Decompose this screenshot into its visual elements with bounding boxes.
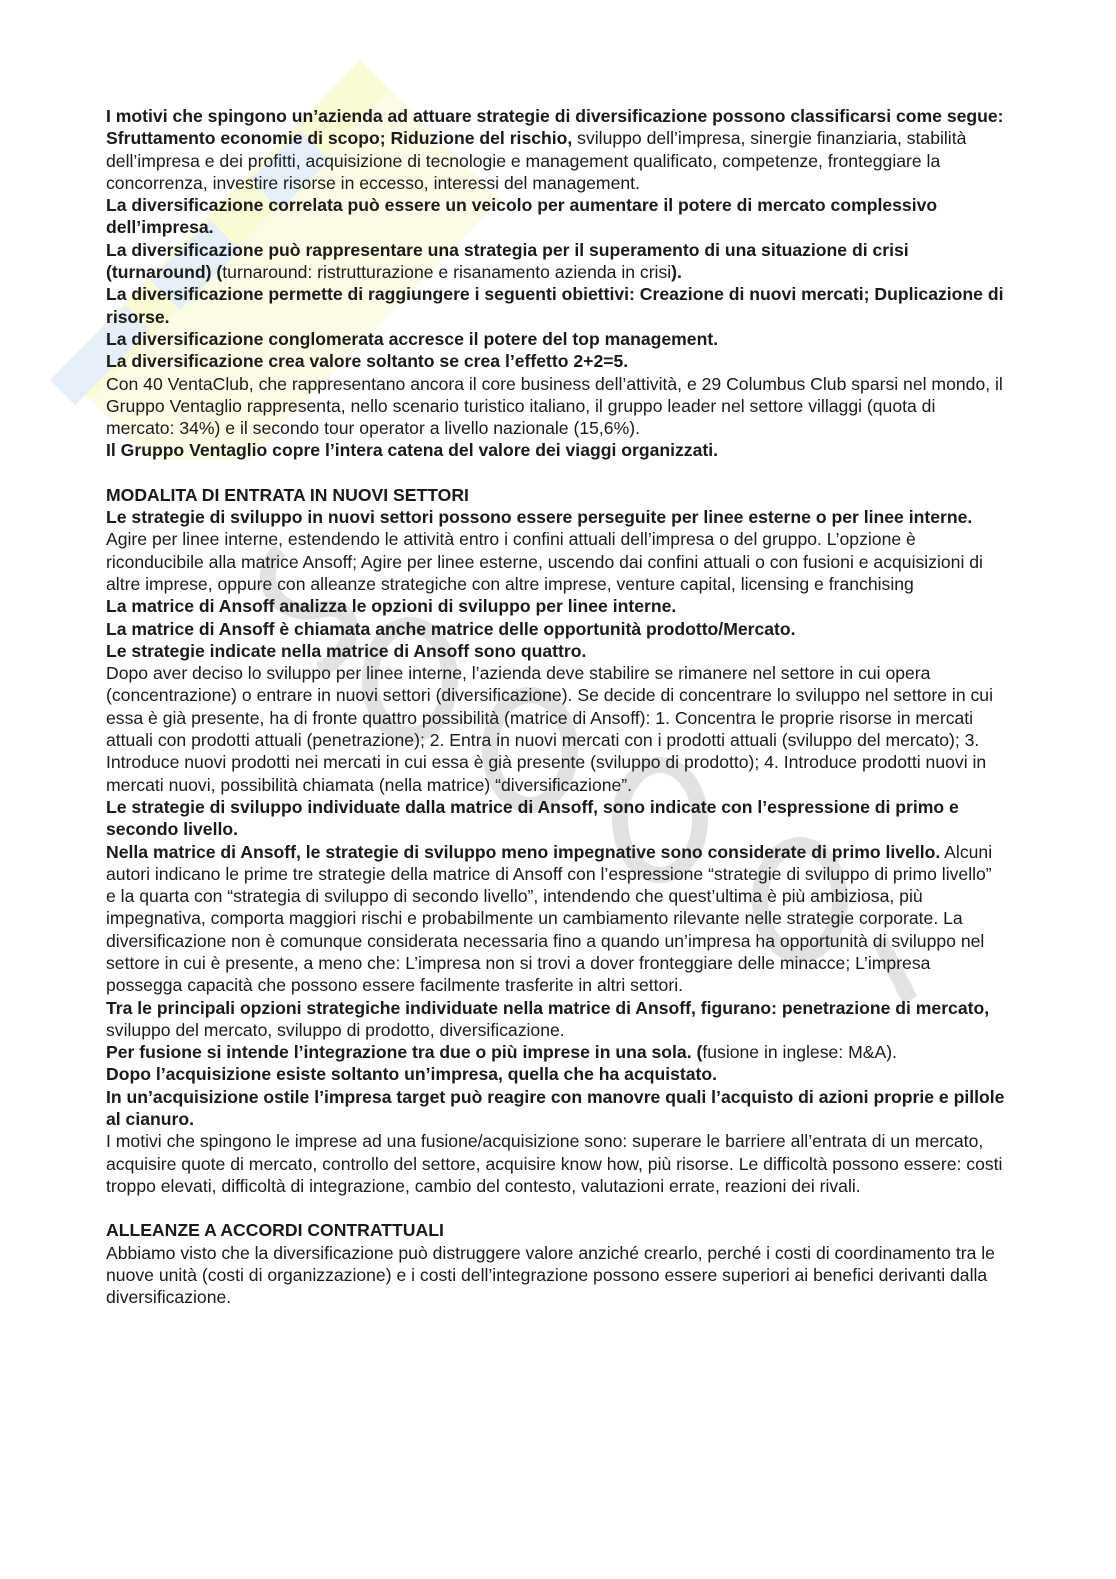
paragraph-ventaclub: Con 40 VentaClub, che rappresentano ancora il core business dell’attività, e 29 Columbus Club sparsi nel mondo, il Gruppo Ventaglio rappresenta, nello scenario turistico italiano, il gruppo leader nel settore villaggi (quota di mercato: 34%) e il secondo tour operator a livello nazionale (15,6%). xyxy=(106,373,1003,439)
body-text: fusione in inglese: M&A). xyxy=(702,1042,897,1063)
paragraph-diversificazione-correlata: La diversificazione correlata può essere un veicolo per aumentare il potere di mercato complessivo dell’impresa. xyxy=(106,195,938,238)
body-text: Alcuni autori indicano le prime tre strategie della matrice di Ansoff con l’espressione “strategie di sviluppo di primo livello” e la quarta con “strategia di sviluppo di secondo livello”, intendendo che quest’ultima è più ambiziosa, più impegnativa, comporta maggiori rischi e probabilmente un cambiamento rilevante nelle strategie corporate. La diversificazione non è comunque considerata necessaria fino a quando un’impresa ha opportunità di sviluppo nel settore in cui è presente, a meno che: L’impresa non si trovi a dover fronteggiare delle minacce; L’impresa possegga capacità che possono essere facilmente trasferite in altri settori. xyxy=(106,841,993,996)
paragraph-strategie-meno-impegnative xyxy=(106,841,1006,997)
body-text: sviluppo del mercato, sviluppo di prodotto, diversificazione. xyxy=(106,1019,565,1040)
paragraph-turnaround xyxy=(106,239,1006,284)
paragraph-conglomerata: La diversificazione conglomerata accresce il potere del top management. xyxy=(106,328,719,349)
bold-text: I motivi che spingono un’azienda ad attuare strategie di diversificazione possono classificarsi come segue: Sfruttamento economie di scopo; Riduzione del rischio, xyxy=(106,106,1004,149)
paragraph-obiettivi: La diversificazione permette di raggiungere i seguenti obiettivi: Creazione di nuovi mercati; Duplicazione di risorse. xyxy=(106,284,1004,327)
bold-text: La diversificazione può rappresentare una strategia per il superamento di una situazione di crisi (turnaround) ( xyxy=(106,239,909,283)
paragraph-effetto-2-2-5: La diversificazione crea valore soltanto se crea l’effetto 2+2=5. xyxy=(106,351,629,372)
paragraph-ansoff-quattro: Le strategie indicate nella matrice di Ansoff sono quattro. xyxy=(106,640,587,661)
paragraph-primo-secondo-livello: Le strategie di sviluppo individuate dalla matrice di Ansoff, sono indicate con l’espressione di primo e secondo livello. xyxy=(106,796,959,840)
bold-text: Tra le principali opzioni strategiche individuate nella matrice di Ansoff, figurano: penetrazione di mercato, xyxy=(106,997,990,1018)
paragraph-acquisizione-ostile: In un’acquisizione ostile l’impresa target può reagire con manovre quali l’acquisto di azioni proprie e pillole al cianuro. xyxy=(106,1086,1005,1130)
paragraph-principali-opzioni xyxy=(106,997,1006,1042)
paragraph-motivi-fusione: I motivi che spingono le imprese ad una fusione/acquisizione sono: superare le barriere all’entrata di un mercato, acquisire quote di mercato, controllo del settore, acquisire know how, più risorse. Le difficoltà possono essere: costi troppo elevati, difficoltà di integrazione, cambio del contesto, valutazioni errate, reazioni dei rivali. xyxy=(106,1131,1003,1196)
bold-text: ). xyxy=(671,262,682,283)
paragraph-gruppo-ventaglio: Il Gruppo Ventaglio copre l’intera catena del valore dei viaggi organizzati. xyxy=(106,440,719,461)
body-text: sviluppo dell’impresa, sinergie finanziaria, stabilità dell’impresa e dei profitti, acquisizione di tecnologie e management qualificato, competenze, fronteggiare la concorrenza, investire risorse in eccesso, interessi del management. xyxy=(106,128,967,193)
bold-text: Nella matrice di Ansoff, le strategie di sviluppo meno impegnative sono considerate di primo livello. xyxy=(106,841,941,862)
paragraph-ansoff-analizza: La matrice di Ansoff analizza le opzioni di sviluppo per linee interne. xyxy=(106,596,677,617)
paragraph-ansoff-chiamata: La matrice di Ansoff è chiamata anche matrice delle opportunità prodotto/Mercato. xyxy=(106,618,796,639)
paragraph-distruggere-valore: Abbiamo visto che la diversificazione può distruggere valore anziché crearlo, perché i costi di coordinamento tra le nuove unità (costi di organizzazione) e i costi dell’integrazione possono essere superiori ai benefici derivanti dalla diversificazione. xyxy=(106,1242,995,1308)
section-heading-alleanze: ALLEANZE A ACCORDI CONTRATTUALI xyxy=(106,1220,444,1241)
section-heading-modalita-entrata: MODALITA DI ENTRATA IN NUOVI SETTORI xyxy=(106,484,469,505)
paragraph-motivi-diversificazione xyxy=(106,105,1006,194)
paragraph-linee-esterne-interne xyxy=(106,506,1006,595)
paragraph-sviluppo-linee-interne: Dopo aver deciso lo sviluppo per linee interne, l’azienda deve stabilire se rimanere nel settore in cui opera (concentrazione) o entrare in nuovi settori (diversificazione). Se decide di concentrare lo sviluppo nel settore in cui essa è già presente, ha di fronte quattro possibilità (matrice di Ansoff): 1. Concentra le proprie risorse in mercati attuali con prodotti attuali (penetrazione); 2. Entra in nuovi mercati con i prodotti attuali (sviluppo del mercato); 3. Introduce nuovi prodotti nei mercati in cui essa è già presente (sviluppo di prodotto); 4. Introduce prodotti nuovi in mercati nuovi, possibilità chiamata (nella matrice) “diversificazione”. xyxy=(106,663,993,795)
body-text: Agire per linee interne, estendendo le attività entro i confini attuali dell’impresa o del gruppo. L’opzione è riconducibile alla matrice Ansoff; Agire per linee esterne, uscendo dai confini attuali o con fusioni e acquisizioni di altre imprese, oppure con alleanze strategiche con altre imprese, venture capital, licensing e franchising xyxy=(106,529,983,594)
paragraph-fusione xyxy=(106,1041,1006,1063)
paragraph-dopo-acquisizione: Dopo l’acquisizione esiste soltanto un’impresa, quella che ha acquistato. xyxy=(106,1064,718,1085)
bold-text: Per fusione si intende l’integrazione tra due o più imprese in una sola. ( xyxy=(106,1042,703,1063)
body-text: turnaround: ristrutturazione e risanamento azienda in crisi xyxy=(222,262,672,283)
document-body xyxy=(106,105,1006,1308)
bold-text: Le strategie di sviluppo in nuovi settori possono essere perseguite per linee esterne o per linee interne. xyxy=(106,507,973,528)
